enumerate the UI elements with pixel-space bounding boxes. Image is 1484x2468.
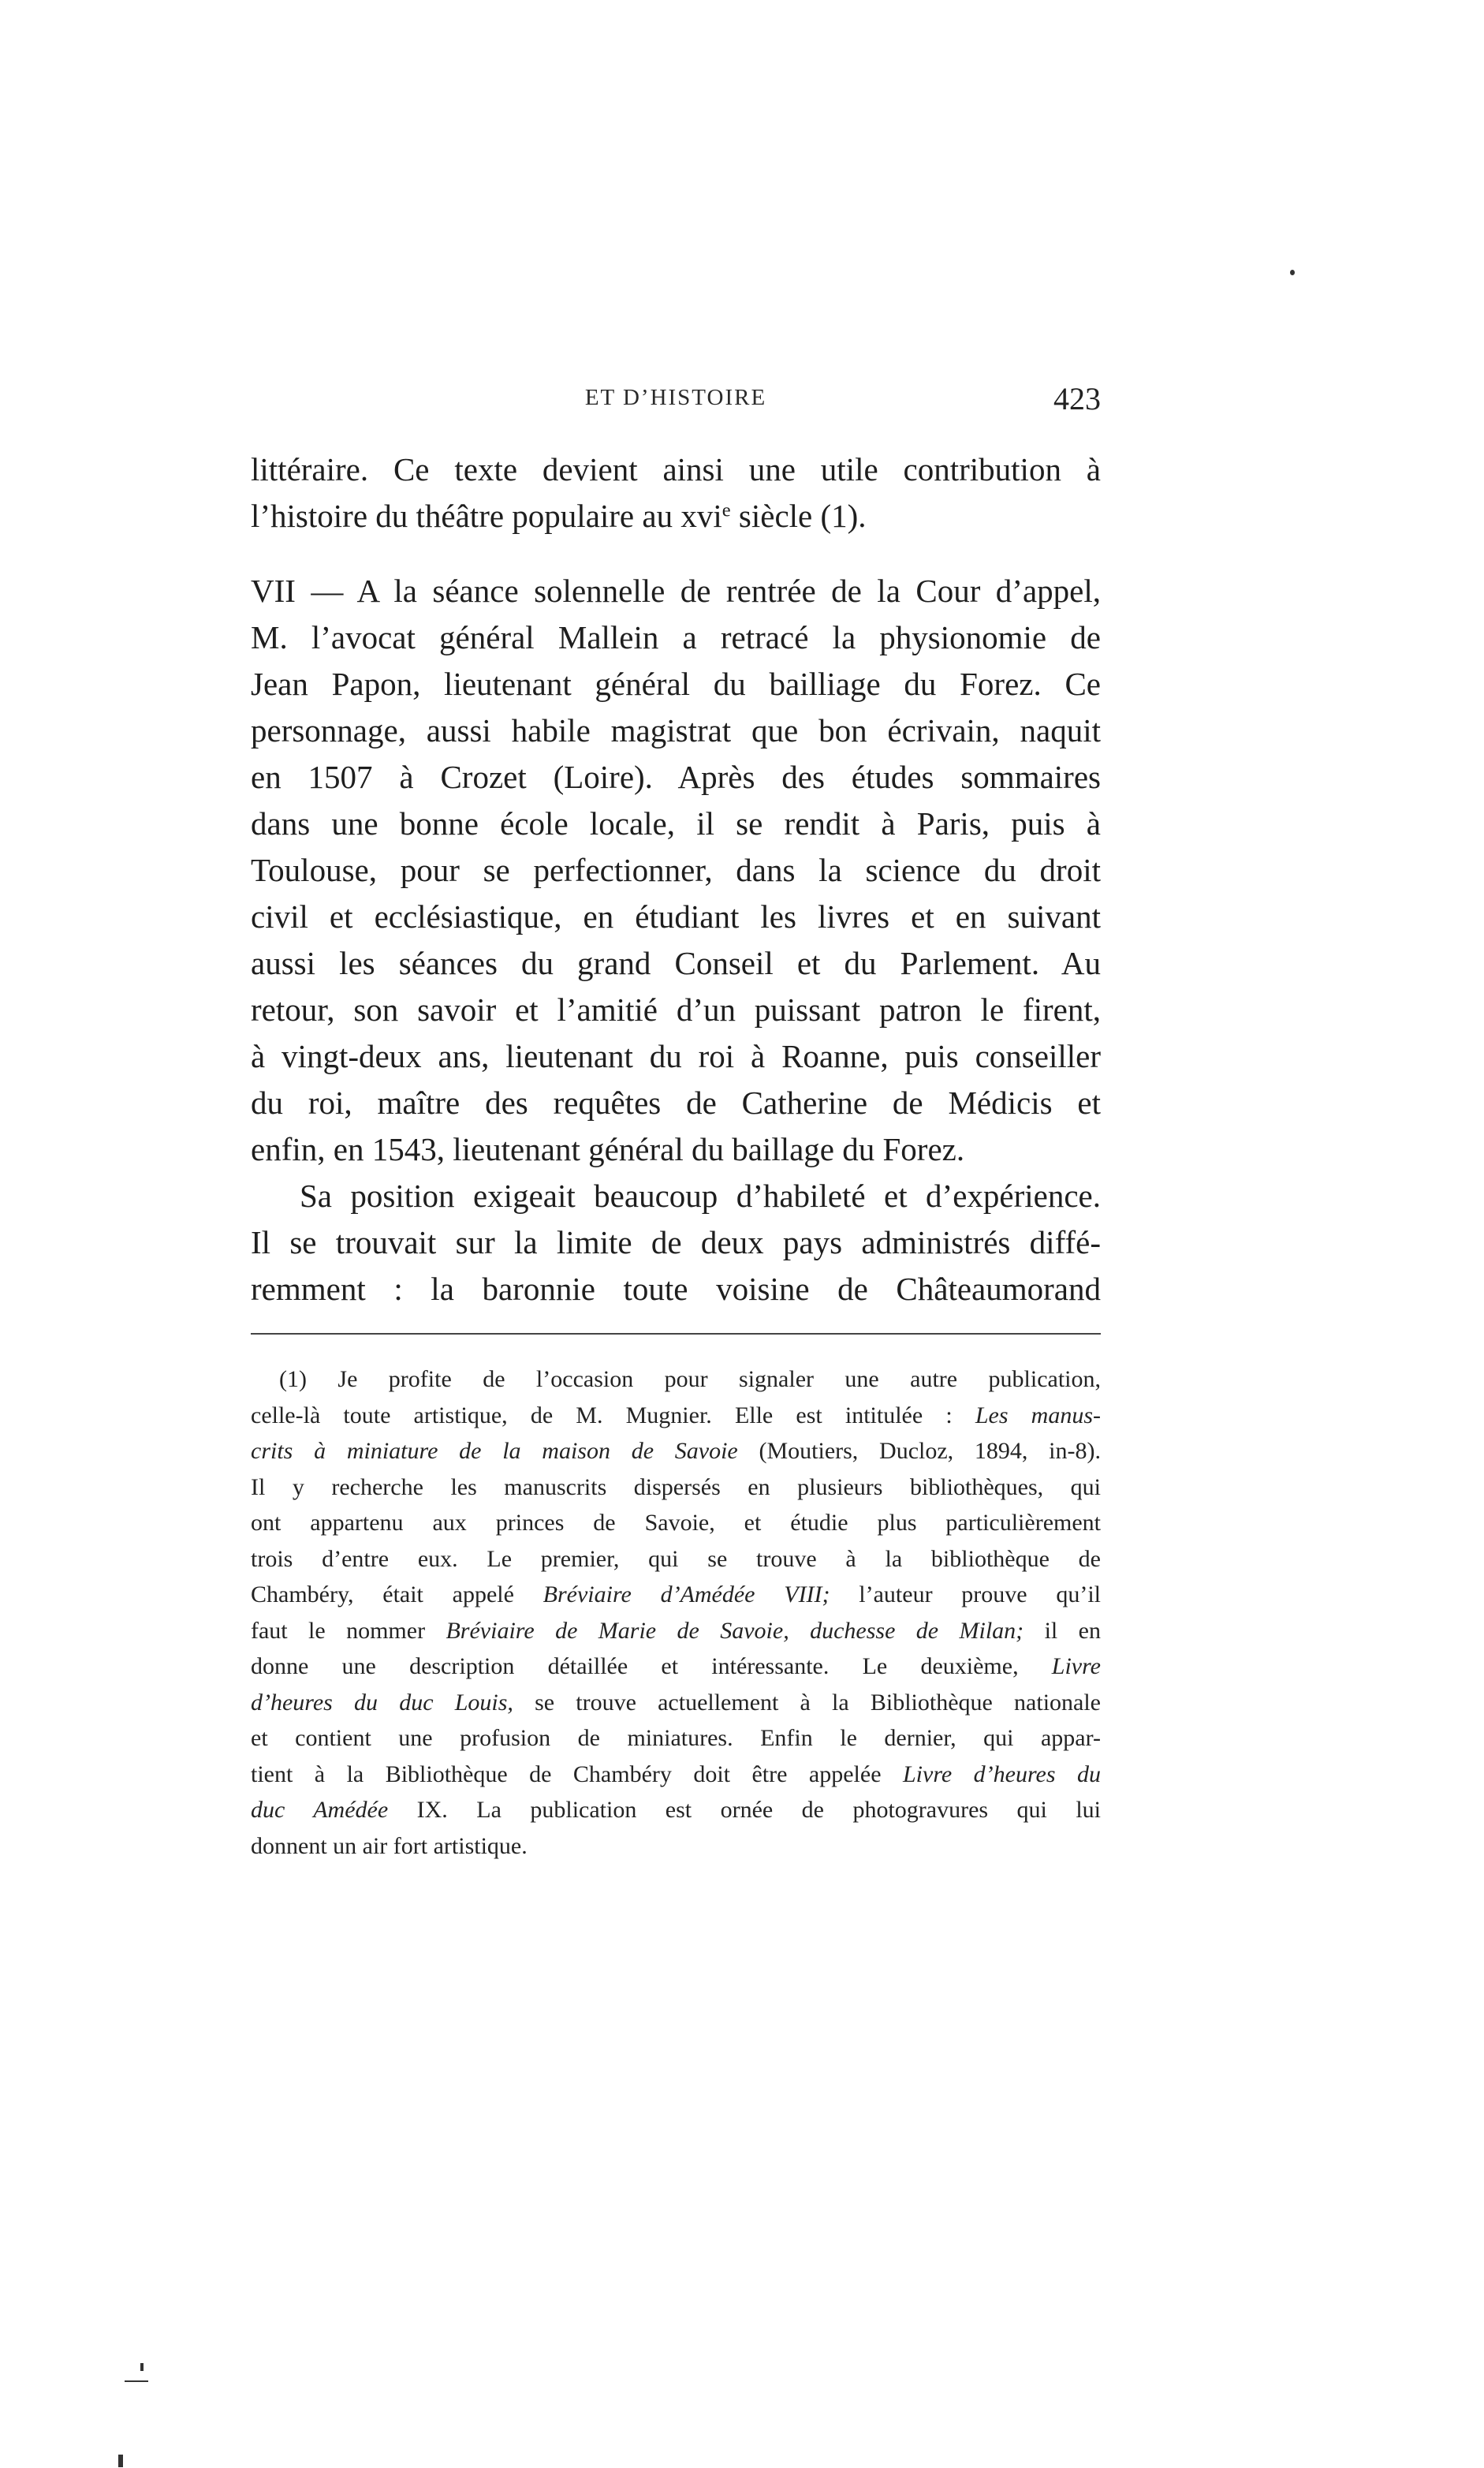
text-line: dans une bonne école locale, il se rendit à Paris, puis à — [251, 805, 1101, 842]
text-span: se trouve actuellement à la Bibliothèque nationale — [513, 1689, 1101, 1716]
italic-span: Bréviaire de Marie de Savoie, duchesse de Milan; — [446, 1617, 1024, 1644]
text-line: VII — A la séance solennelle de rentrée de la Cour d’appel, — [251, 573, 1101, 609]
footnote-line: donnent un air fort artistique. — [251, 1832, 528, 1859]
italic-span: Livre — [1051, 1653, 1101, 1679]
text-line: à vingt-deux ans, lieutenant du roi à Roanne, puis conseiller — [251, 1038, 1101, 1074]
text-line: retour, son savoir et l’amitié d’un puissant patron le firent, — [251, 991, 1101, 1028]
text-span: celle-là toute artistique, de M. Mugnier. Elle est intitulée : — [251, 1402, 975, 1428]
text-line: Toulouse, pour se perfectionner, dans la science du droit — [251, 852, 1101, 888]
footnote-line — [251, 1757, 1101, 1793]
footnote-line: (1) Je profite de l’occasion pour signaler une autre publication, — [279, 1366, 1101, 1392]
text-line — [251, 493, 1101, 540]
text-span: IX. La publication est ornée de photogravures qui lui — [388, 1797, 1102, 1823]
footnote-line — [251, 1792, 1101, 1828]
text-span: Chambéry, était appelé — [251, 1581, 543, 1607]
text-line: civil et ecclésiastique, en étudiant les livres et en suivant — [251, 898, 1101, 935]
main-text — [251, 446, 1101, 1312]
text-line: littéraire. Ce texte devient ainsi une utile contribution à — [251, 451, 1101, 487]
footnote-line — [251, 1577, 1101, 1613]
italic-span: d’heures du duc Louis, — [251, 1689, 513, 1716]
text-line: Il se trouvait sur la limite de deux pays administrés diffé- — [251, 1224, 1101, 1260]
running-head — [251, 381, 1101, 432]
text-line: en 1507 à Crozet (Loire). Après des études sommaires — [251, 759, 1101, 795]
footnote-divider — [251, 1333, 1101, 1335]
text-line: enfin, en 1543, lieutenant général du baillage du Forez. — [251, 1131, 965, 1167]
text-span: donne une description détaillée et intéressante. Le deuxième, — [251, 1653, 1052, 1679]
page-number: 423 — [1053, 381, 1101, 416]
text-span: siècle (1). — [730, 498, 867, 534]
footnote-line — [251, 1398, 1101, 1434]
footnote-line — [251, 1648, 1101, 1685]
footnote — [251, 1361, 1101, 1864]
italic-span: Les manus- — [975, 1402, 1101, 1428]
text-line: personnage, aussi habile magistrat que bon écrivain, naquit — [251, 712, 1101, 749]
text-span: faut le nommer — [251, 1617, 446, 1644]
running-title: ET D’HISTOIRE — [584, 385, 767, 410]
text-span: l’histoire du théâtre populaire au xvi — [251, 498, 722, 534]
footnote-line: et contient une profusion de miniatures. Enfin le dernier, qui appar- — [251, 1725, 1101, 1751]
footnote-line — [251, 1613, 1101, 1649]
superscript: e — [721, 499, 731, 521]
text-span: l’auteur prouve qu’il — [830, 1581, 1101, 1607]
text-line: Jean Papon, lieutenant général du bailliage du Forez. Ce — [251, 666, 1101, 702]
italic-span: Livre d’heures du — [902, 1760, 1101, 1787]
ink-speck — [118, 2455, 123, 2467]
text-span: (Moutiers, Ducloz, 1894, in-8). — [737, 1438, 1101, 1464]
footnote-line — [251, 1685, 1101, 1721]
footnote-line: Il y recherche les manuscrits dispersés en plusieurs bibliothèques, qui — [251, 1473, 1101, 1500]
ink-speck — [140, 2363, 144, 2371]
italic-span: Bréviaire d’Amédée VIII; — [543, 1581, 830, 1607]
footnote-line — [251, 1433, 1101, 1469]
text-line: M. l’avocat général Mallein a retracé la physionomie de — [251, 619, 1101, 655]
text-line: Sa position exigeait beaucoup d’habileté et d’expérience. — [300, 1178, 1101, 1214]
text-span: tient à la Bibliothèque de Chambéry doit être appelée — [251, 1760, 903, 1787]
paragraph-gap — [251, 540, 1101, 568]
text-line: aussi les séances du grand Conseil et du Parlement. Au — [251, 945, 1101, 981]
footnote-line: trois d’entre eux. Le premier, qui se trouve à la bibliothèque de — [251, 1545, 1101, 1572]
text-line: du roi, maître des requêtes de Catherine de Médicis et — [251, 1085, 1101, 1121]
ink-speck — [1290, 270, 1295, 275]
italic-span: crits à miniature de la maison de Savoie — [251, 1438, 738, 1464]
text-line: remment : la baronnie toute voisine de Châteaumorand — [251, 1271, 1101, 1307]
ink-speck — [125, 2380, 148, 2382]
italic-span: duc Amédée — [251, 1797, 389, 1823]
footnote-line: ont appartenu aux princes de Savoie, et étudie plus particulièrement — [251, 1510, 1101, 1536]
text-span: il en — [1024, 1617, 1101, 1644]
